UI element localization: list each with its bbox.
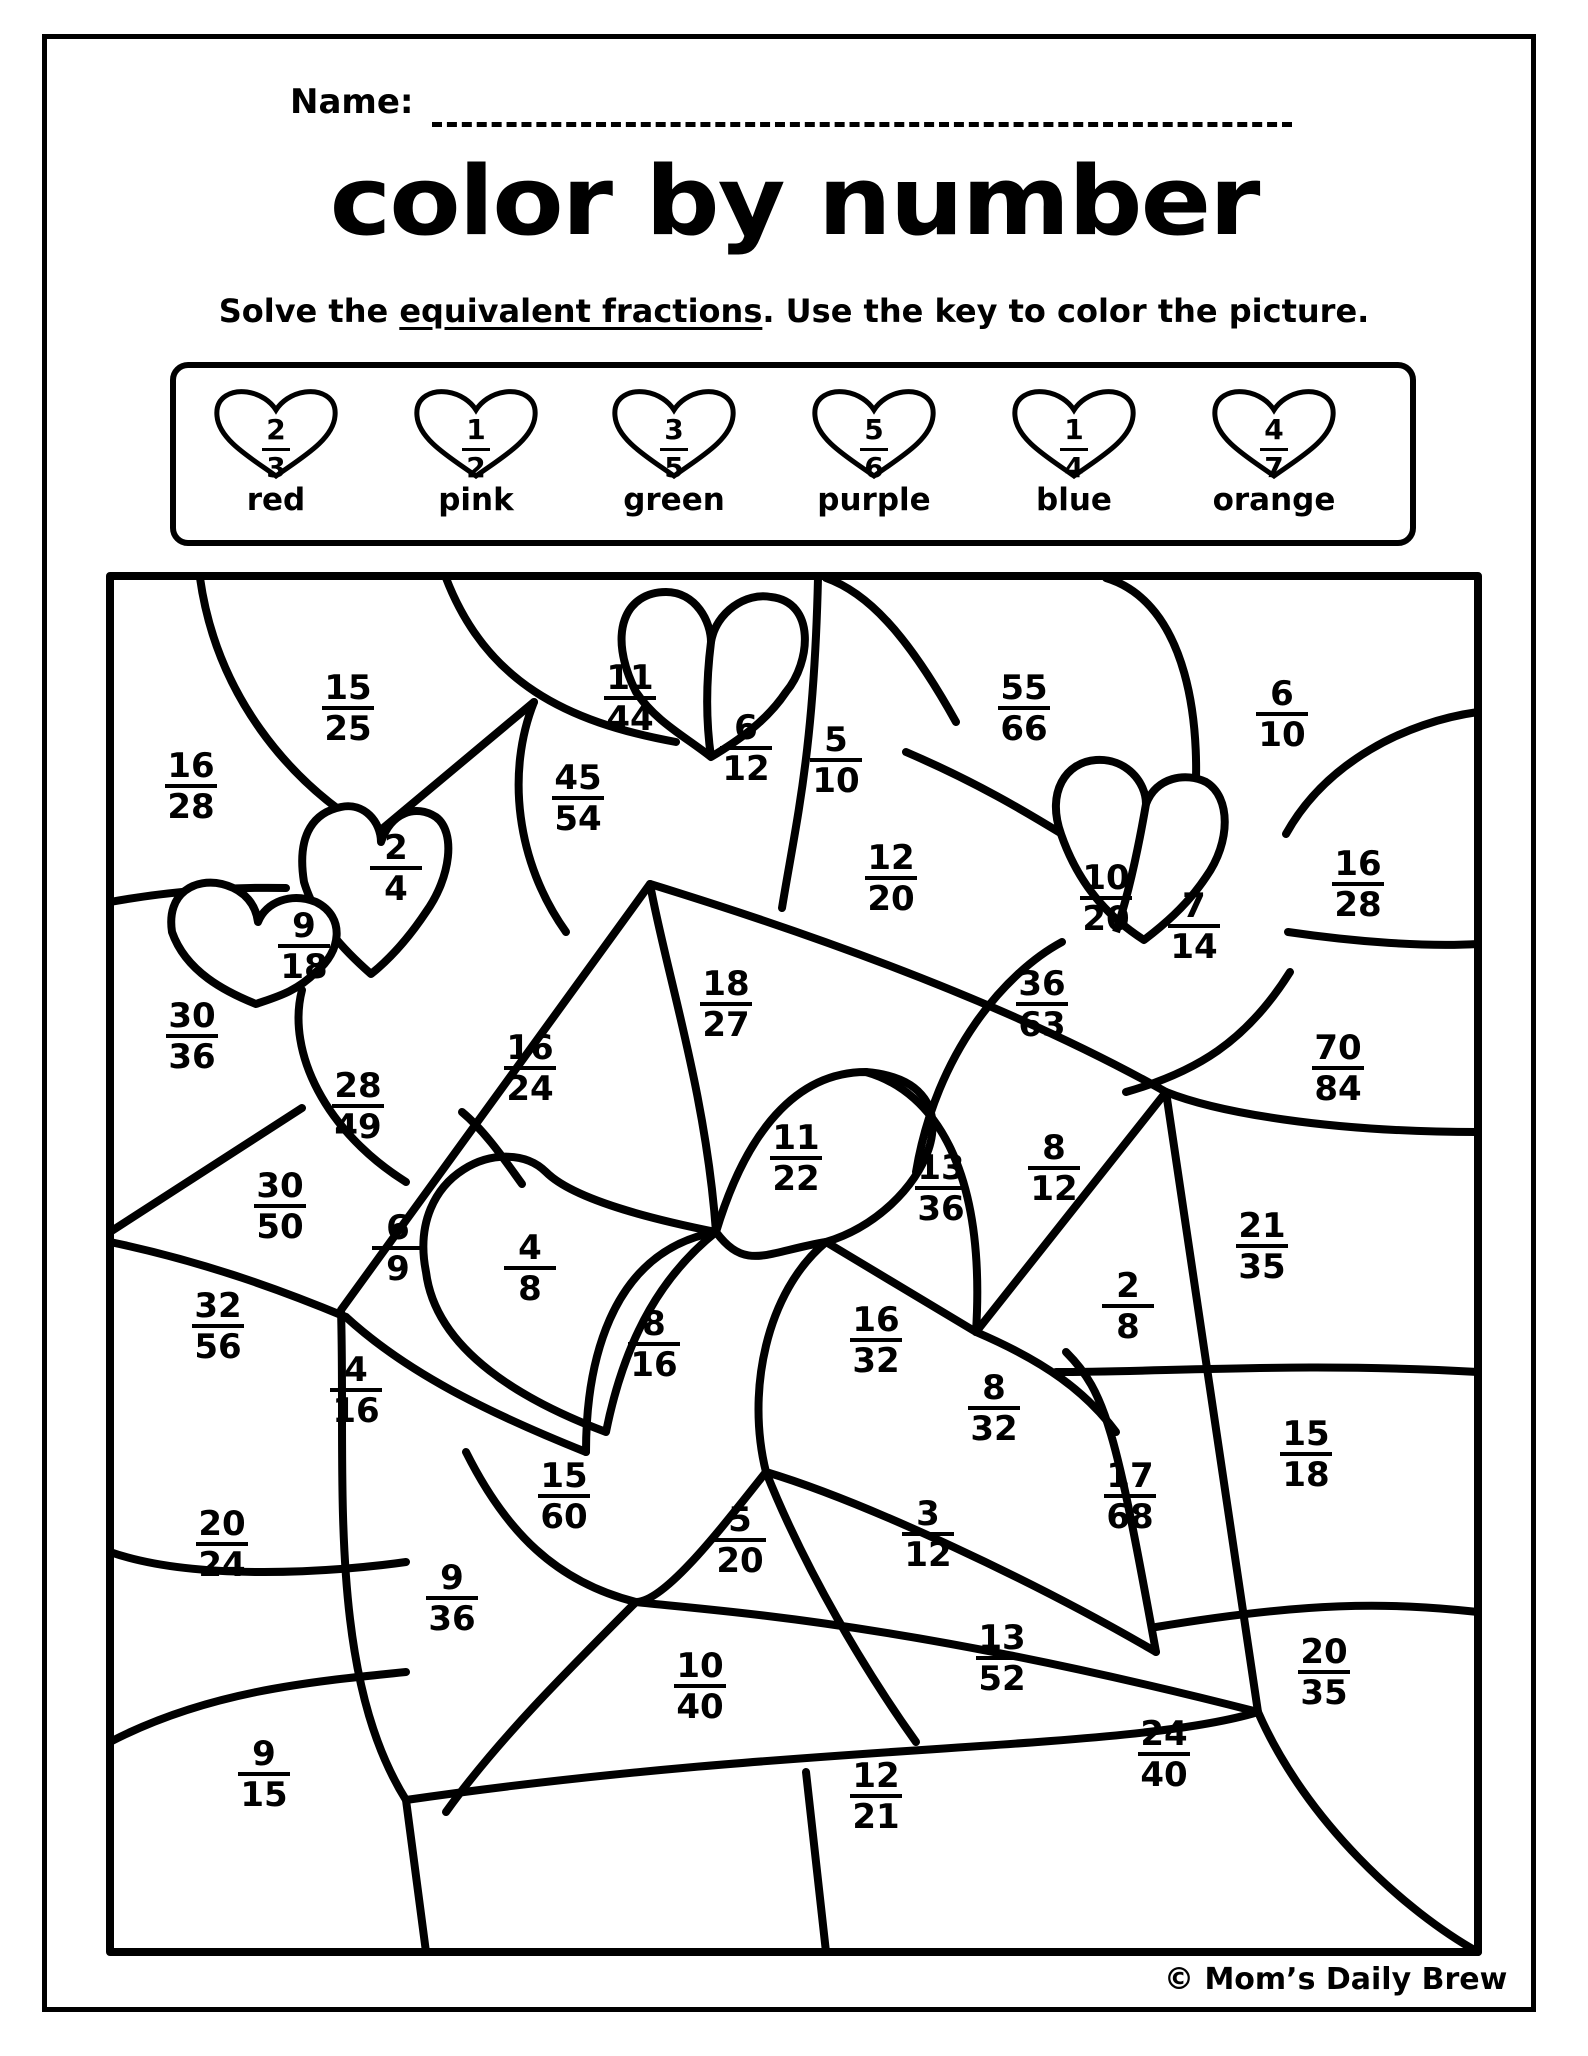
fraction-denominator: 4: [384, 869, 408, 909]
region-fraction[interactable]: [1298, 1028, 1378, 1109]
fraction-denominator: 24: [198, 1545, 246, 1585]
region-fraction[interactable]: [412, 1558, 492, 1639]
key-denominator: 2: [466, 451, 486, 484]
region-fraction[interactable]: [264, 906, 344, 987]
fraction-numerator: 10: [676, 1646, 724, 1686]
fraction-numerator: 20: [1300, 1632, 1348, 1672]
fraction-numerator: 9: [440, 1558, 464, 1598]
key-item-0: [196, 388, 356, 518]
region-fraction[interactable]: [700, 1500, 780, 1581]
key-item-1: [396, 388, 556, 518]
fraction-numerator: 12: [867, 838, 915, 878]
region-fraction[interactable]: [524, 1456, 604, 1537]
key-numerator: 3: [664, 413, 684, 446]
region-fraction[interactable]: [888, 1494, 968, 1575]
fraction-denominator: 60: [540, 1497, 588, 1537]
fraction-numerator: 16: [1334, 844, 1382, 884]
region-line: [906, 752, 1062, 834]
fraction-denominator: 49: [334, 1107, 382, 1147]
fraction-numerator: 15: [324, 668, 372, 708]
key-item-5: [1194, 388, 1354, 518]
fraction-numerator: 8: [1042, 1128, 1066, 1168]
region-fraction[interactable]: [984, 668, 1064, 749]
fraction-numerator: 28: [334, 1066, 382, 1106]
region-fraction[interactable]: [706, 708, 786, 789]
region-fraction[interactable]: [1002, 964, 1082, 1045]
fraction-numerator: 5: [728, 1500, 752, 1540]
region-fraction[interactable]: [224, 1734, 304, 1815]
region-fraction[interactable]: [836, 1300, 916, 1381]
region-fraction[interactable]: [962, 1618, 1042, 1699]
fraction-numerator: 2: [384, 828, 408, 868]
fraction-numerator: 20: [198, 1504, 246, 1544]
fraction-numerator: 17: [1106, 1456, 1154, 1496]
region-fraction[interactable]: [614, 1304, 694, 1385]
fraction-denominator: 22: [772, 1159, 820, 1199]
fraction-numerator: 30: [168, 996, 216, 1036]
fraction-denominator: 14: [1170, 927, 1218, 967]
region-fraction[interactable]: [660, 1646, 740, 1727]
fraction-numerator: 6: [734, 708, 758, 748]
fraction-numerator: 11: [772, 1118, 820, 1158]
region-fraction[interactable]: [836, 1756, 916, 1837]
region-fraction[interactable]: [538, 758, 618, 839]
fraction-numerator: 45: [554, 758, 602, 798]
key-color-name: green: [623, 482, 725, 518]
fraction-denominator: 35: [1238, 1247, 1286, 1287]
name-blank-line[interactable]: [432, 122, 1292, 127]
region-fraction[interactable]: [756, 1118, 836, 1199]
fraction-numerator: 18: [702, 964, 750, 1004]
region-line: [462, 1112, 522, 1184]
key-denominator: 5: [664, 451, 684, 484]
region-fraction[interactable]: [1284, 1632, 1364, 1713]
fraction-numerator: 30: [256, 1166, 304, 1206]
credit-text: Mom’s Daily Brew: [1204, 1962, 1508, 1997]
key-color-name: pink: [438, 482, 514, 518]
fraction-numerator: 16: [852, 1300, 900, 1340]
fraction-denominator: 24: [506, 1069, 554, 1109]
fraction-numerator: 12: [852, 1756, 900, 1796]
fraction-denominator: 36: [168, 1037, 216, 1077]
fraction-numerator: 8: [642, 1304, 666, 1344]
region-fraction[interactable]: [240, 1166, 320, 1247]
fraction-denominator: 8: [518, 1269, 542, 1309]
key-color-name: orange: [1212, 482, 1336, 518]
fraction-denominator: 25: [324, 709, 372, 749]
fraction-denominator: 8: [1116, 1307, 1140, 1347]
region-fraction[interactable]: [1242, 674, 1322, 755]
fraction-denominator: 18: [1282, 1455, 1330, 1495]
fraction-numerator: 13: [917, 1148, 965, 1188]
key-denominator: 6: [864, 451, 884, 484]
fraction-numerator: 32: [194, 1286, 242, 1326]
fraction-denominator: 10: [1258, 715, 1306, 755]
key-item-2: [594, 388, 754, 518]
region-fraction[interactable]: [590, 658, 670, 739]
key-numerator: 4: [1264, 413, 1284, 446]
fraction-denominator: 21: [852, 1797, 900, 1837]
fraction-numerator: 8: [982, 1368, 1006, 1408]
instructions-before: Solve the: [218, 292, 389, 330]
region-fraction[interactable]: [851, 838, 931, 919]
fraction-numerator: 4: [344, 1350, 368, 1390]
region-line: [759, 1242, 827, 1472]
region-fraction[interactable]: [490, 1228, 570, 1309]
region-fraction[interactable]: [1066, 858, 1146, 939]
fraction-numerator: 21: [1238, 1206, 1286, 1246]
key-color-name: red: [246, 482, 306, 518]
fraction-denominator: 16: [332, 1391, 380, 1431]
region-fraction[interactable]: [901, 1148, 981, 1229]
color-key: [170, 362, 1416, 546]
fraction-denominator: 50: [256, 1207, 304, 1247]
region-fraction[interactable]: [954, 1368, 1034, 1449]
fraction-denominator: 32: [970, 1409, 1018, 1449]
region-line: [406, 1800, 426, 1952]
fraction-denominator: 44: [606, 699, 654, 739]
fraction-numerator: 3: [916, 1494, 940, 1534]
region-fraction[interactable]: [686, 964, 766, 1045]
region-line: [650, 884, 716, 1232]
region-fraction[interactable]: [308, 668, 388, 749]
region-fraction[interactable]: [318, 1066, 398, 1147]
fraction-numerator: 55: [1000, 668, 1048, 708]
fraction-numerator: 70: [1314, 1028, 1362, 1068]
region-fraction[interactable]: [1088, 1266, 1168, 1347]
region-fraction[interactable]: [1090, 1456, 1170, 1537]
fraction-denominator: 16: [630, 1345, 678, 1385]
fraction-denominator: 28: [167, 787, 215, 827]
fraction-numerator: 15: [540, 1456, 588, 1496]
fraction-denominator: 27: [702, 1005, 750, 1045]
region-line: [806, 1772, 826, 1952]
fraction-numerator: 13: [978, 1618, 1026, 1658]
fraction-numerator: 15: [1282, 1414, 1330, 1454]
key-numerator: 1: [1064, 413, 1084, 446]
key-color-name: blue: [1036, 482, 1112, 518]
region-fraction[interactable]: [1124, 1714, 1204, 1795]
credit: [1164, 1962, 1507, 1997]
fraction-denominator: 12: [722, 749, 770, 789]
fraction-numerator: 7: [1182, 886, 1206, 926]
key-denominator: 3: [266, 451, 286, 484]
instructions-underlined: equivalent fractions: [399, 292, 763, 330]
fraction-numerator: 9: [292, 906, 316, 946]
fraction-numerator: 6: [386, 1208, 410, 1248]
key-denominator: 4: [1064, 451, 1084, 484]
fraction-denominator: 12: [1030, 1169, 1078, 1209]
region-line: [1258, 1712, 1478, 1952]
instructions: [0, 292, 1588, 330]
region-fraction[interactable]: [1222, 1206, 1302, 1287]
region-line: [1126, 972, 1290, 1092]
fraction-numerator: 24: [1140, 1714, 1188, 1754]
fraction-numerator: 10: [1082, 858, 1130, 898]
key-color-name: purple: [817, 482, 931, 518]
region-fraction[interactable]: [152, 996, 232, 1077]
fraction-denominator: 36: [428, 1599, 476, 1639]
key-numerator: 1: [466, 413, 486, 446]
fraction-denominator: 18: [280, 947, 328, 987]
region-fraction[interactable]: [490, 1028, 570, 1109]
fraction-denominator: 10: [812, 761, 860, 801]
fraction-numerator: 4: [518, 1228, 542, 1268]
region-fraction[interactable]: [1318, 844, 1398, 925]
fraction-denominator: 63: [1018, 1005, 1066, 1045]
region-fraction[interactable]: [1014, 1128, 1094, 1209]
fraction-denominator: 28: [1334, 885, 1382, 925]
region-fraction[interactable]: [356, 828, 436, 909]
fraction-denominator: 36: [917, 1189, 965, 1229]
region-line: [1156, 1606, 1478, 1627]
region-fraction[interactable]: [316, 1350, 396, 1431]
fraction-denominator: 84: [1314, 1069, 1362, 1109]
region-fraction[interactable]: [151, 746, 231, 827]
region-line: [1288, 932, 1478, 945]
fraction-numerator: 9: [252, 1734, 276, 1774]
region-fraction[interactable]: [178, 1286, 258, 1367]
fraction-denominator: 68: [1106, 1497, 1154, 1537]
fraction-numerator: 16: [506, 1028, 554, 1068]
region-fraction[interactable]: [358, 1208, 438, 1289]
fraction-denominator: 66: [1000, 709, 1048, 749]
key-numerator: 5: [864, 413, 884, 446]
fraction-denominator: 56: [194, 1327, 242, 1367]
fraction-denominator: 35: [1300, 1673, 1348, 1713]
page-title: color by number: [329, 144, 1259, 258]
fraction-denominator: 40: [676, 1687, 724, 1727]
fraction-numerator: 11: [606, 658, 654, 698]
fraction-numerator: 6: [1270, 674, 1294, 714]
fraction-numerator: 36: [1018, 964, 1066, 1004]
copyright-symbol: ©: [1164, 1962, 1194, 1997]
region-fraction[interactable]: [796, 720, 876, 801]
instructions-after: . Use the key to color the picture.: [762, 292, 1370, 330]
region-fraction[interactable]: [1154, 886, 1234, 967]
fraction-denominator: 15: [240, 1775, 288, 1815]
fraction-numerator: 2: [1116, 1266, 1140, 1306]
fraction-denominator: 9: [386, 1249, 410, 1289]
key-item-3: [794, 388, 954, 518]
fraction-numerator: 5: [824, 720, 848, 760]
fraction-denominator: 32: [852, 1341, 900, 1381]
fraction-denominator: 40: [1140, 1755, 1188, 1795]
key-item-4: [994, 388, 1154, 518]
fraction-numerator: 16: [167, 746, 215, 786]
region-fraction[interactable]: [1266, 1414, 1346, 1495]
fraction-denominator: 12: [904, 1535, 952, 1575]
fraction-denominator: 52: [978, 1659, 1026, 1699]
key-numerator: 2: [266, 413, 286, 446]
name-label: Name:: [290, 82, 414, 122]
region-fraction[interactable]: [182, 1504, 262, 1585]
key-denominator: 7: [1264, 451, 1284, 484]
fraction-denominator: 20: [716, 1541, 764, 1581]
fraction-denominator: 20: [867, 879, 915, 919]
fraction-denominator: 54: [554, 799, 602, 839]
fraction-denominator: 20: [1082, 899, 1130, 939]
region-line: [826, 578, 956, 722]
region-line: [1056, 1368, 1478, 1372]
